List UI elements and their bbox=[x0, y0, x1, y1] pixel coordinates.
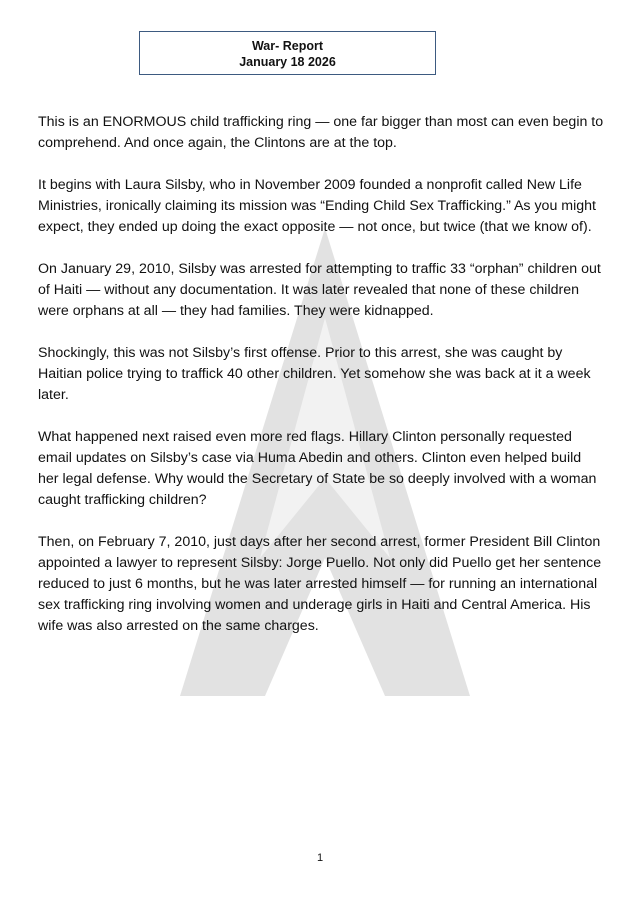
paragraph: On January 29, 2010, Silsby was arrested for attempting to traffic 33 “orphan” children out of Haiti — without any documentation. It was later revealed that none of these children were orphans at all — they had families. They were kidnapped. bbox=[38, 261, 601, 319]
paragraph: What happened next raised even more red flags. Hillary Clinton personally requested email updates on Silsby’s case via Huma Abedin and others. Clinton even helped build her legal defense. Why would the Secretary of State be so deeply involved with a woman caught trafficking children? bbox=[38, 429, 597, 508]
paragraph: This is an ENORMOUS child trafficking ring — one far bigger than most can even begin to comprehend. And once again, the Clintons are at the top. bbox=[38, 114, 604, 151]
page-number: 1 bbox=[316, 852, 324, 864]
paragraph: It begins with Laura Silsby, who in November 2009 founded a nonprofit called New Life Ministries, ironically claiming its mission was “Ending Child Sex Trafficking.” As you might expect, they ended up doing the exact opposite — not once, but twice (that we know of). bbox=[38, 177, 596, 235]
paragraph: Shockingly, this was not Silsby’s first offense. Prior to this arrest, she was caught by Haitian police trying to traffick 40 other children. Yet somehow she was back at it a week later. bbox=[38, 345, 591, 403]
report-title: War- Report bbox=[251, 39, 324, 53]
article-body bbox=[38, 112, 604, 658]
paragraph: Then, on February 7, 2010, just days after her second arrest, former President Bill Clinton appointed a lawyer to represent Silsby: Jorge Puello. Not only did Puello get her sentence reduced to just 6 months, but he was later arrested himself — for running an international sex trafficking ring involving women and underage girls in Haiti and Central America. His wife was also arrested on the same charges. bbox=[38, 534, 602, 634]
report-date: January 18 2026 bbox=[239, 55, 336, 69]
report-title-box bbox=[139, 31, 436, 75]
